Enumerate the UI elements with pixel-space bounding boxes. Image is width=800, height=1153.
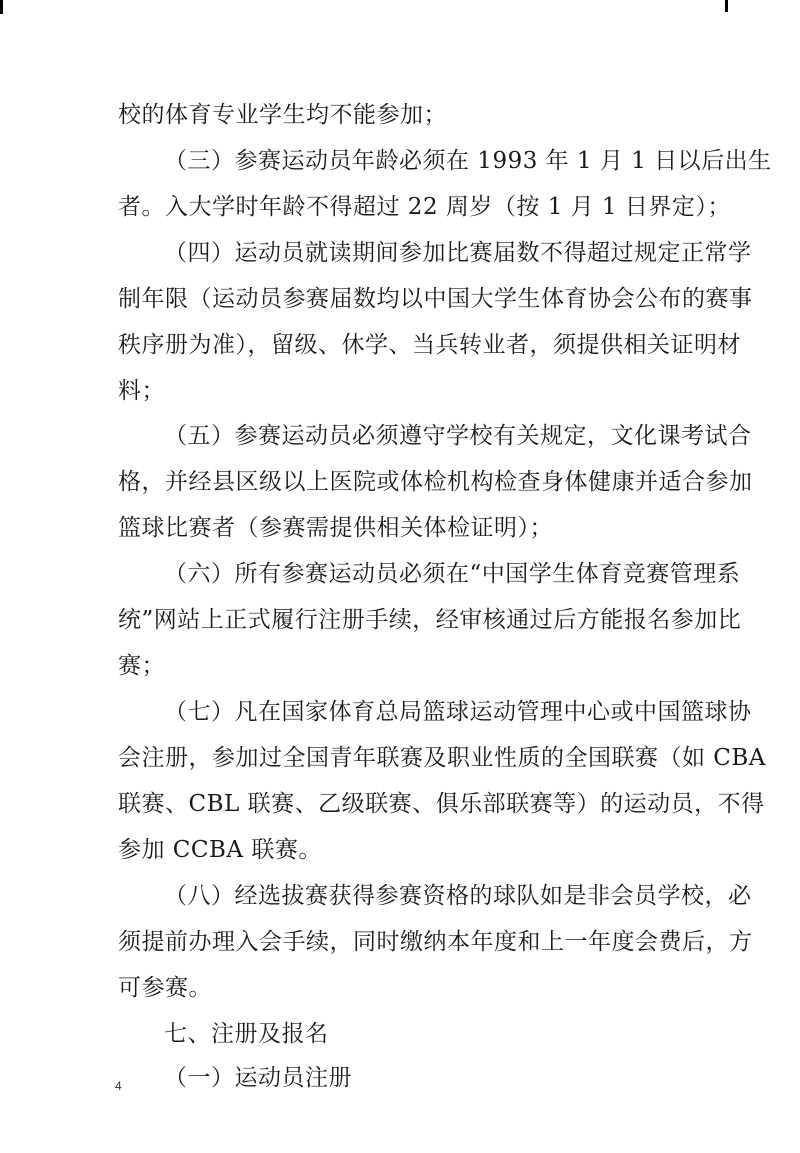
- text-line: 须提前办理入会手续，同时缴纳本年度和上一年度会费后，方: [118, 929, 753, 955]
- text-line: 校的体育专业学生均不能参加；: [118, 102, 447, 128]
- text-line: （八）经选拔赛获得参赛资格的球队如是非会员学校，必: [164, 883, 752, 909]
- text-line: （四）运动员就读期间参加比赛届数不得超过规定正常学: [164, 240, 752, 266]
- text-line: 格，并经县区级以上医院或体检机构检查身体健康并适合参加: [118, 469, 753, 495]
- scan-corner-mark-right: [725, 0, 728, 12]
- scan-corner-mark-left: [0, 0, 3, 14]
- text-line: 参加 CCBA 联赛。: [118, 837, 322, 863]
- page-number: 4: [115, 1079, 122, 1093]
- text-line: 联赛、CBL 联赛、乙级联赛、俱乐部联赛等）的运动员，不得: [118, 791, 765, 817]
- text-line: 会注册，参加过全国青年联赛及职业性质的全国联赛（如 CBA: [118, 745, 766, 771]
- text-line: （七）凡在国家体育总局篮球运动管理中心或中国篮球协: [164, 699, 752, 725]
- text-line: （六）所有参赛运动员必须在“中国学生体育竞赛管理系: [164, 561, 741, 587]
- text-line: （五）参赛运动员必须遵守学校有关规定，文化课考试合: [164, 423, 752, 449]
- text-line: 篮球比赛者（参赛需提供相关体检证明）；: [118, 515, 553, 541]
- text-line: 统”网站上正式履行注册手续，经审核通过后方能报名参加比: [118, 607, 742, 633]
- text-line: 制年限（运动员参赛届数均以中国大学生体育协会公布的赛事: [118, 286, 753, 312]
- subsection-heading: （一）运动员注册: [164, 1065, 352, 1091]
- text-line: （三）参赛运动员年龄必须在 1993 年 1 月 1 日以后出生: [164, 148, 772, 174]
- text-line: 赛；: [118, 653, 165, 679]
- section-heading: 七、注册及报名: [164, 1021, 329, 1047]
- text-line: 者。入大学时年龄不得超过 22 周岁（按 1 月 1 日界定）；: [118, 194, 731, 220]
- text-line: 秩序册为准），留级、休学、当兵转业者，须提供相关证明材: [118, 332, 741, 358]
- text-line: 料；: [118, 378, 165, 404]
- text-line: 可参赛。: [118, 975, 212, 1001]
